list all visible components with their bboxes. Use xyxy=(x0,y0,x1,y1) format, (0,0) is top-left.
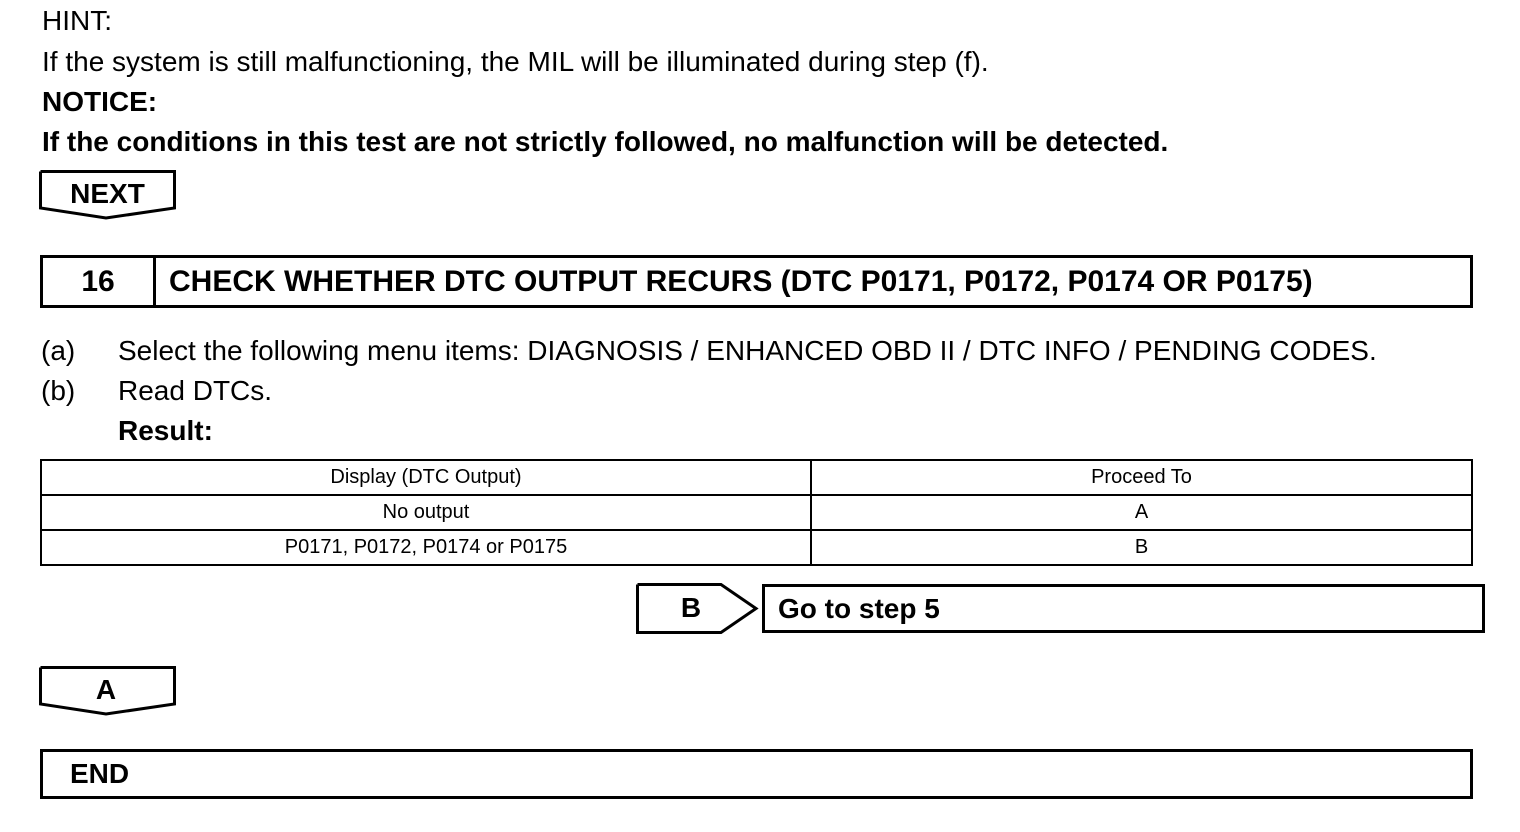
result-table xyxy=(40,459,1473,566)
substep-a-text: Select the following menu items: DIAGNOSIS / ENHANCED OBD II / DTC INFO / PENDING CODES. xyxy=(118,335,1377,366)
end-box xyxy=(40,749,1473,799)
table-cell-display: P0171, P0172, P0174 or P0175 xyxy=(41,530,811,565)
next-tab[interactable] xyxy=(39,170,176,222)
table-header-display: Display (DTC Output) xyxy=(41,460,811,495)
a-tab[interactable] xyxy=(39,666,176,718)
table-cell-display: No output xyxy=(41,495,811,530)
goto-step-box[interactable] xyxy=(762,584,1485,633)
hint-text: If the system is still malfunctioning, the MIL will be illuminated during step (f). xyxy=(42,46,989,77)
notice-text: If the conditions in this test are not strictly followed, no malfunction will be detected. xyxy=(42,126,1169,157)
table-cell-proceed: B xyxy=(811,530,1472,565)
table-row xyxy=(41,495,1472,530)
step-number: 16 xyxy=(43,258,156,305)
table-header-proceed: Proceed To xyxy=(811,460,1472,495)
step-header xyxy=(40,255,1473,308)
branch-b-arrow[interactable] xyxy=(636,583,760,635)
end-label: END xyxy=(70,758,130,789)
substep-b-marker: (b) xyxy=(41,375,76,406)
substep-b-text: Read DTCs. xyxy=(118,375,273,406)
branch-b-label: B xyxy=(680,592,702,623)
step-title: CHECK WHETHER DTC OUTPUT RECURS (DTC P0171, P0172, P0174 OR P0175) xyxy=(169,264,1313,298)
a-tab-label: A xyxy=(95,674,117,705)
hint-label: HINT: xyxy=(42,5,112,36)
table-row xyxy=(41,530,1472,565)
table-header-row xyxy=(41,460,1472,495)
next-tab-label: NEXT xyxy=(70,178,145,209)
result-label: Result: xyxy=(118,415,213,446)
notice-label: NOTICE: xyxy=(42,86,158,117)
goto-step-text: Go to step 5 xyxy=(778,592,940,624)
table-cell-proceed: A xyxy=(811,495,1472,530)
substep-a-marker: (a) xyxy=(41,335,76,366)
